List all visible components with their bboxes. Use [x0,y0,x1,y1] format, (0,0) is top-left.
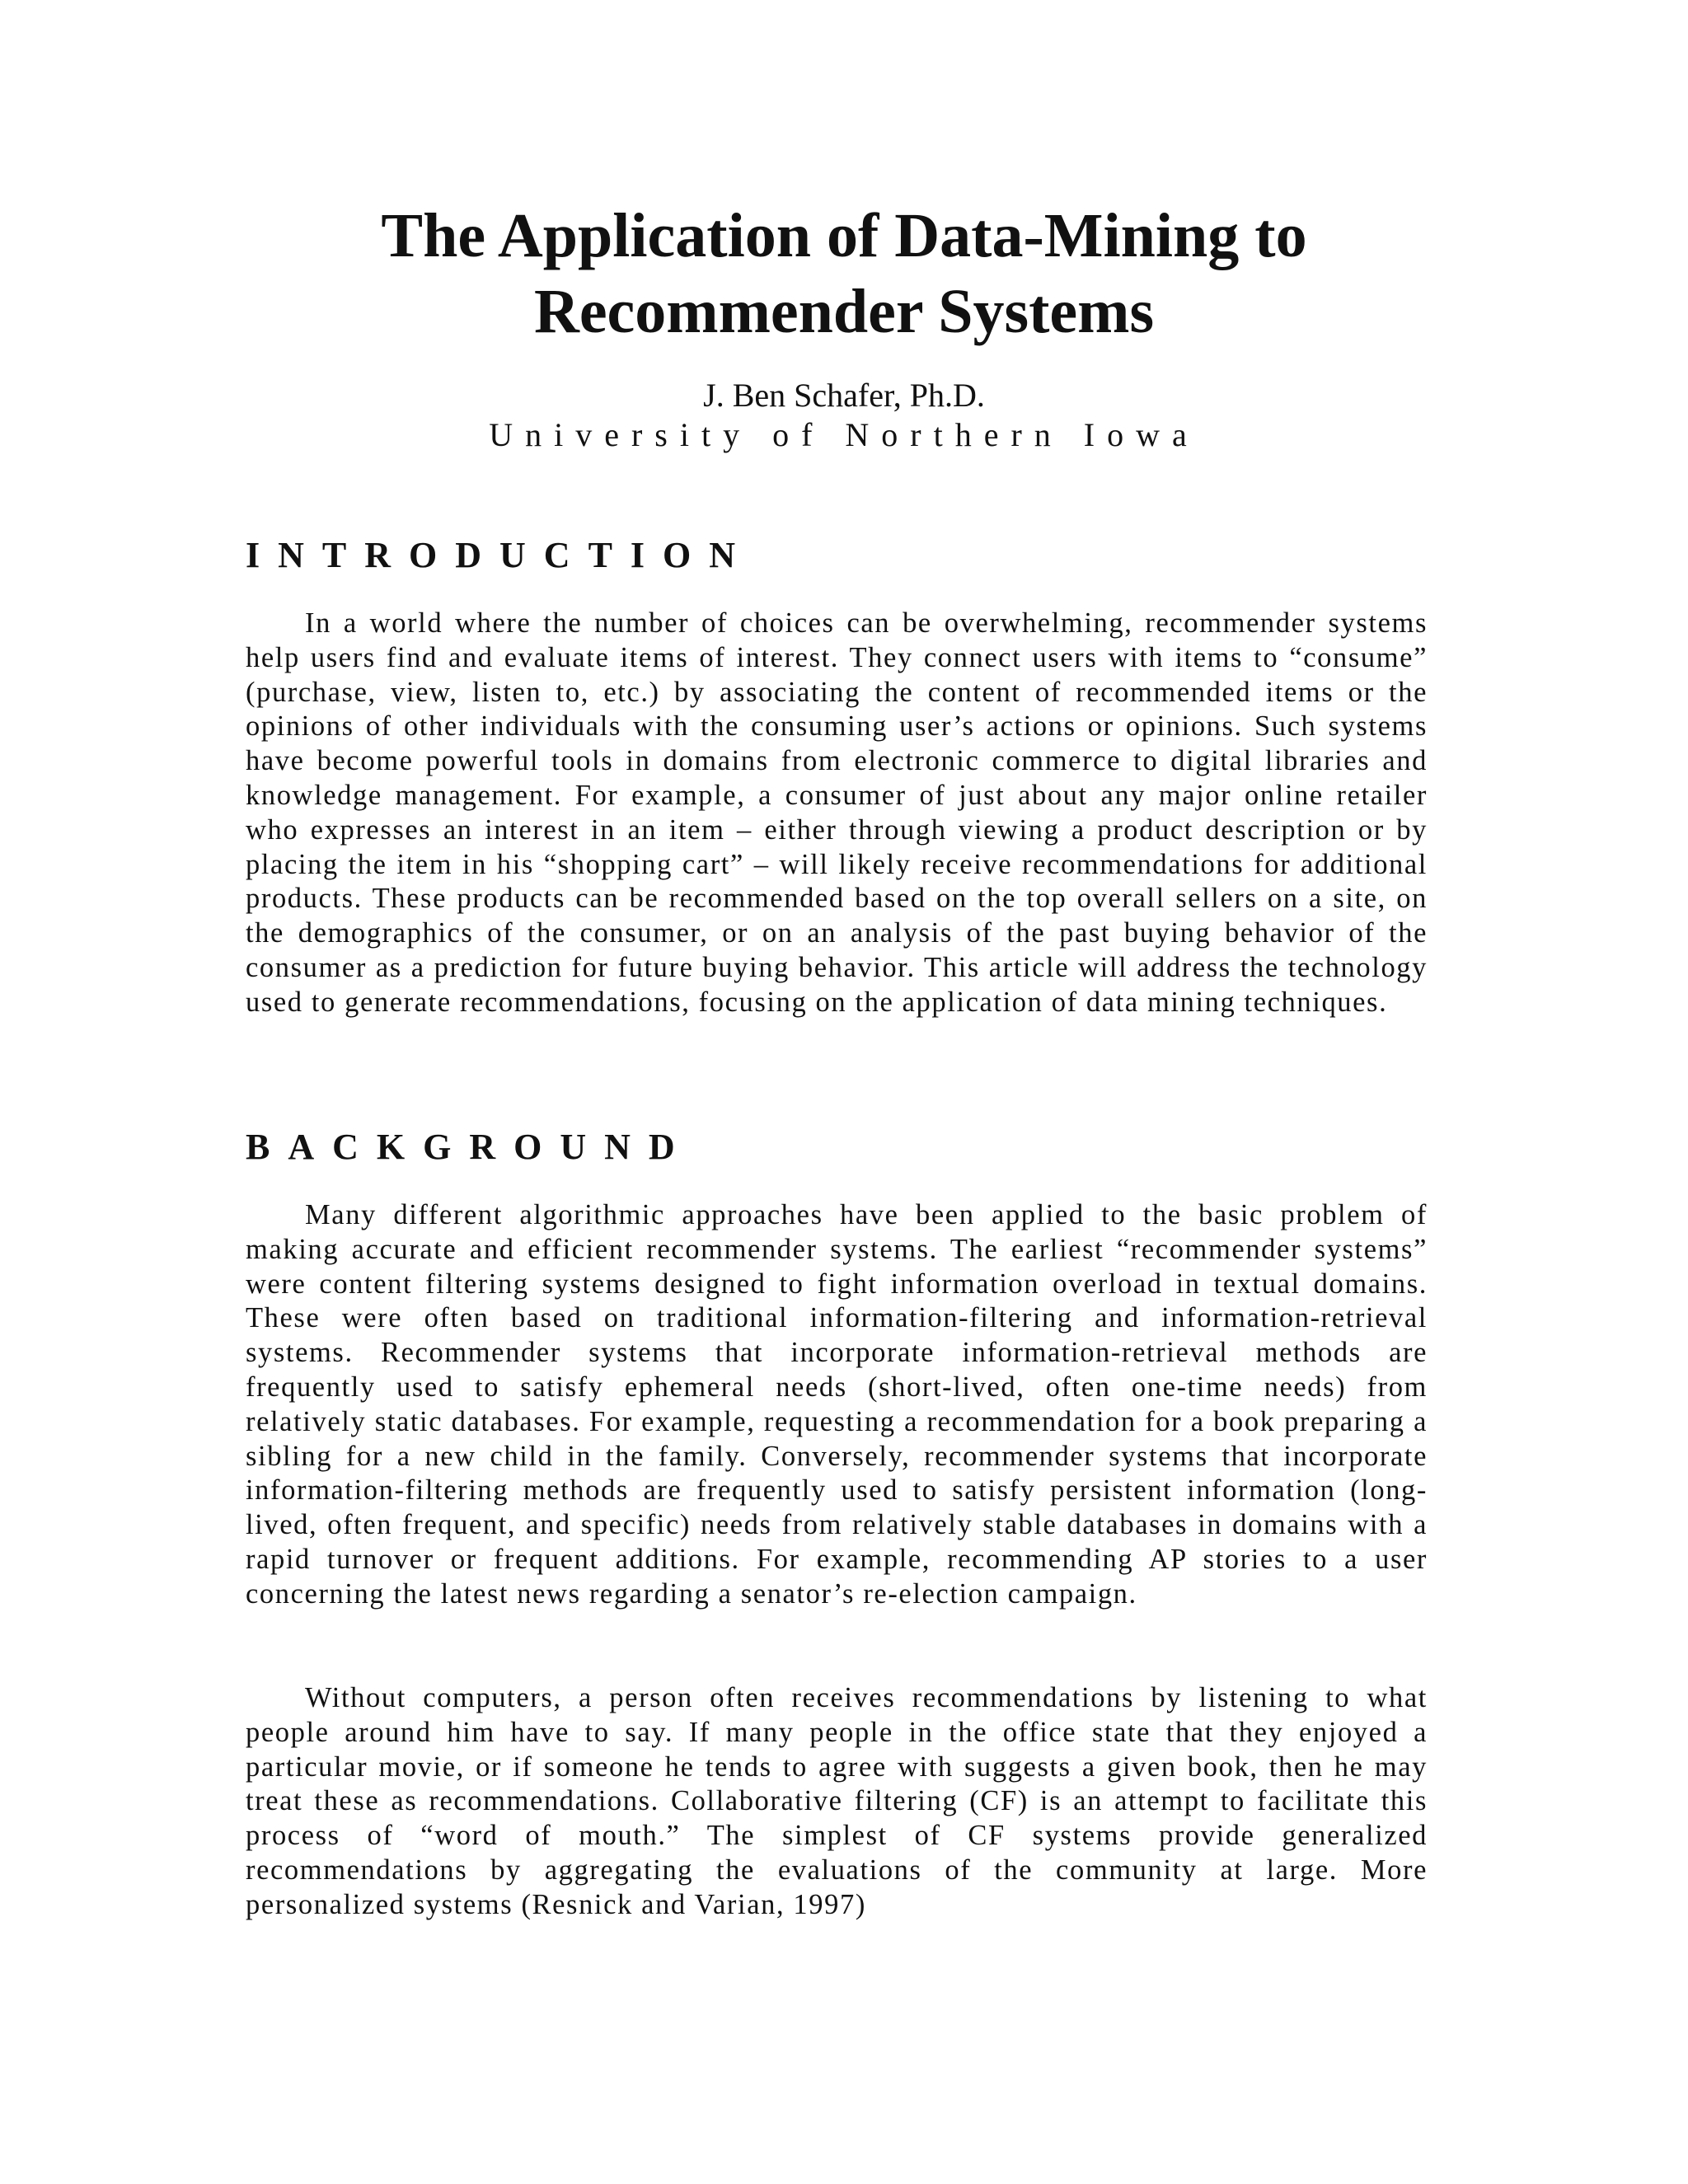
background-paragraph-2: Without computers, a person often receives recommendations by listening to what people around him have to say. If many people in the office state that they enjoyed a particular movie, or if someone he tends to agree with suggests a given book, then he may treat these as recommendations. Collaborative filtering (CF) is an attempt to facilitate this process of “word of mouth.” The simplest of CF systems provide generalized recommendations by aggregating the evaluations of the community at large. More personalized systems (Resnick and Varian, 1997) [246,1682,1428,1920]
author-name: J. Ben Schafer, Ph.D. [703,377,985,414]
title-line-1: The Application of Data-Mining to [381,201,1307,270]
title-line-2: Recommender Systems [533,277,1155,346]
author-affiliation: University of Northern Iowa [489,416,1199,453]
section-heading-background: BACKGROUND [246,1127,693,1167]
paper-title [0,198,1688,349]
section-heading-introduction: INTRODUCTION [246,535,754,575]
background-paragraph-1: Many different algorithmic approaches have been applied to the basic problem of making accurate and efficient recommender systems. The earliest “recommender systems” were content filtering systems designed to fight information overload in textual domains. These were often based on traditional information-filtering and information-retrieval systems. Recommender systems that incorporate information-retrieval methods are frequently used to satisfy ephemeral needs (short-lived, often one-time needs) from relatively static databases. For example, requesting a recommendation for a book preparing a sibling for a new child in the family. Conversely, recommender systems that incorporate information-filtering methods are frequently used to satisfy persistent information (long-lived, often frequent, and specific) needs from relatively stable databases in domains with a rapid turnover or frequent additions. For example, recommending AP stories to a user concerning the latest news regarding a senator’s re-election campaign. [246,1199,1428,1610]
introduction-paragraph: In a world where the number of choices can be overwhelming, recommender systems help users find and evaluate items of interest. They connect users with items to “consume” (purchase, view, listen to, etc.) by associating the content of recommended items or the opinions of other individuals with the consuming user’s actions or opinions. Such systems have become powerful tools in domains from electronic commerce to digital libraries and knowledge management. For example, a consumer of just about any major online retailer who expresses an interest in an item – either through viewing a product description or by placing the item in his “shopping cart” – will likely receive recommendations for additional products. These products can be recommended based on the top overall sellers on a site, on the demographics of the consumer, or on an analysis of the past buying behavior of the consumer as a prediction for future buying behavior. This article will address the technology used to generate recommendations, focusing on the application of data mining techniques. [246,607,1428,1018]
